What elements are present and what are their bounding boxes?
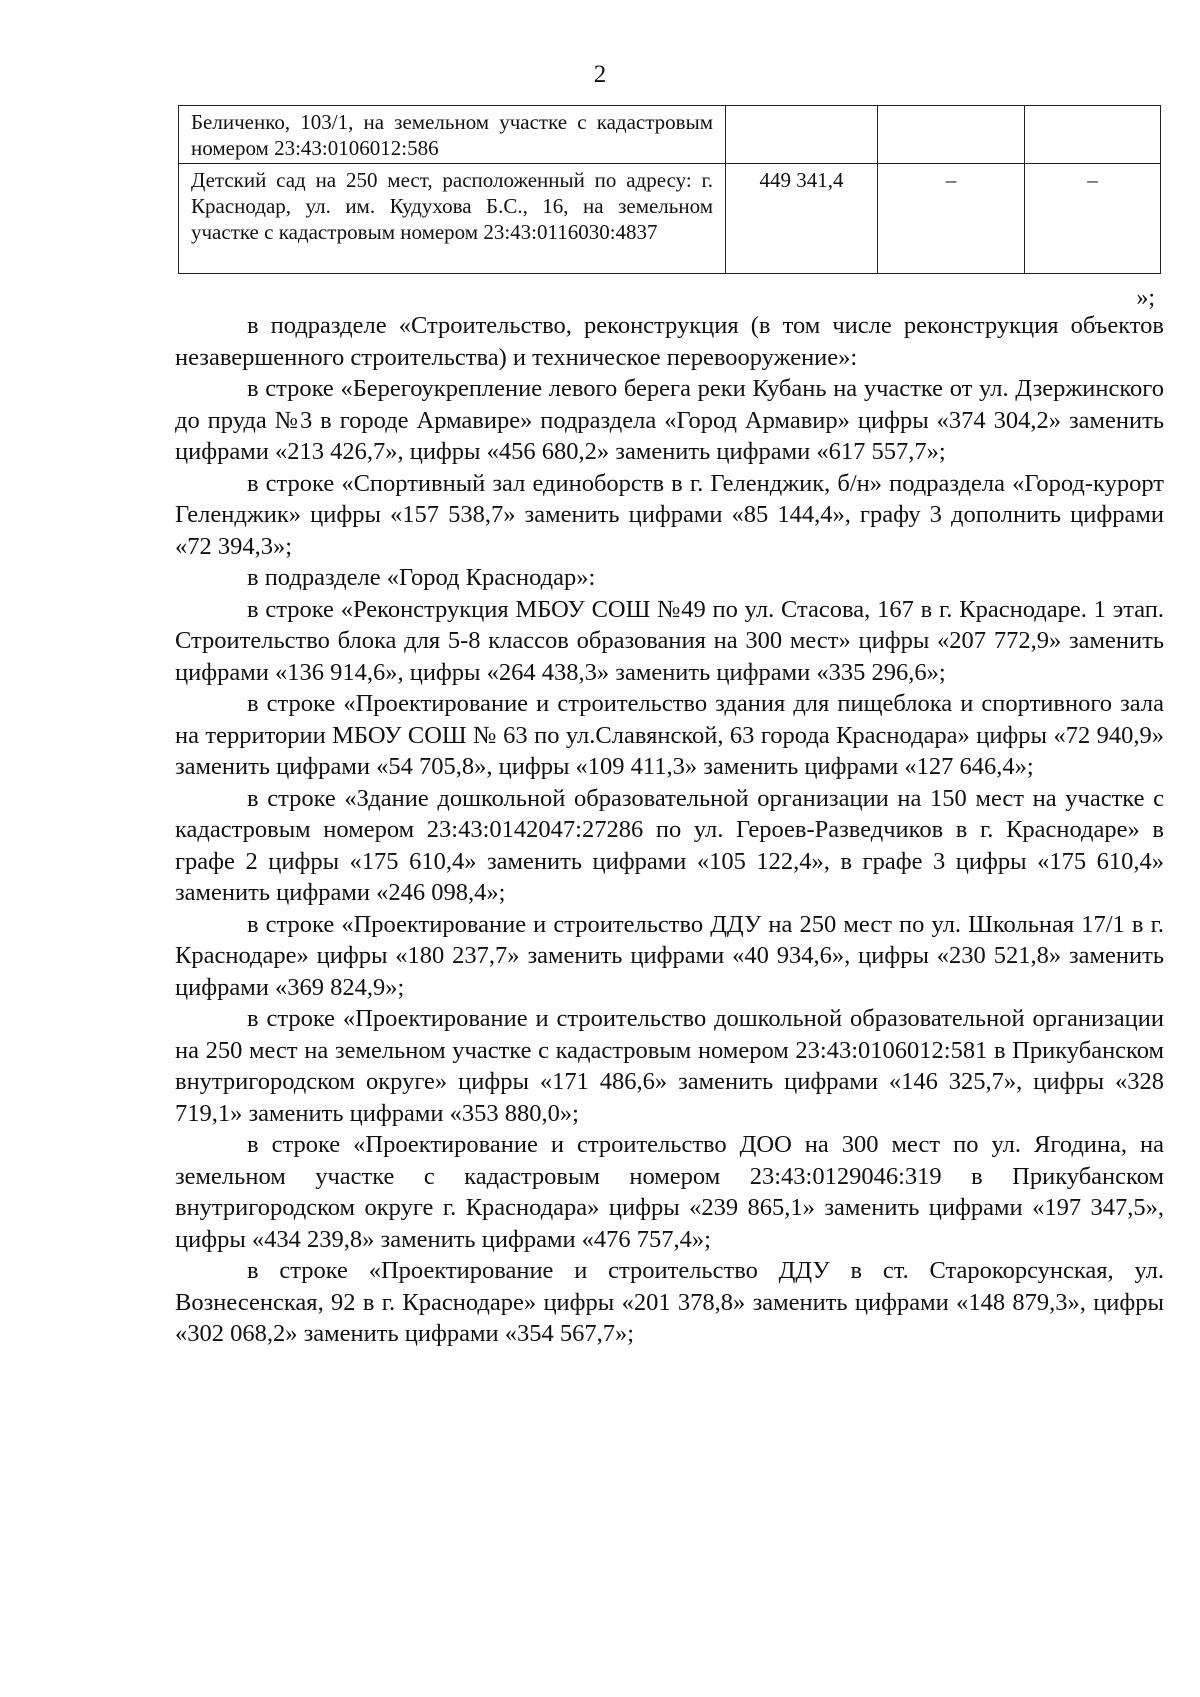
- continuation-table: [178, 105, 1161, 274]
- paragraph: в строке «Проектирование и строительство здания для пищеблока и спортивного зала на территории МБОУ СОШ № 63 по ул.Славянской, 63 города Краснодара» цифры «72 940,9» заменить цифрами «54 705,8», цифры «109 411,3» заменить цифрами «127 646,4»;: [175, 690, 1164, 780]
- table-cell-value: [726, 106, 878, 164]
- table-cell-value: 449 341,4: [726, 164, 878, 274]
- paragraph: в строке «Здание дошкольной образовательной организации на 150 мест на участке с кадастровым номером 23:43:0142047:27286 по ул. Героев-Разведчиков в г. Краснодаре» в графе 2 цифры «175 610,4» заменить цифрами «105 122,4», в графе 3 цифры «175 610,4» заменить цифрами «246 098,4»;: [175, 784, 1164, 906]
- paragraph: в строке «Проектирование и строительство ДДУ на 250 мест по ул. Школьная 17/1 в г. Краснодаре» цифры «180 237,7» заменить цифрами «40 934,6», цифры «230 521,8» заменить цифрами «369 824,9»;: [175, 910, 1164, 1001]
- table-cell-value: –: [878, 164, 1025, 274]
- paragraph: в строке «Берегоукрепление левого берега реки Кубань на участке от ул. Дзержинского до пруда №3 в городе Армавире» подраздела «Город Армавир» цифры «374 304,2» заменить цифрами «213 426,7», цифры «456 680,2» заменить цифрами «617 557,7»;: [175, 375, 1164, 465]
- paragraph: в подразделе «Строительство, реконструкция (в том числе реконструкция объектов незавершенного строительства) и техническое перевооружение»:: [175, 312, 1164, 371]
- body-text: [175, 310, 1164, 1350]
- paragraph: в строке «Проектирование и строительство ДДУ в ст. Старокорсунская, ул. Вознесенская, 92 в г. Краснодаре» цифры «201 378,8» заменить цифрами «148 879,3», цифры «302 068,2» заменить цифрами «354 567,7»;: [175, 1257, 1164, 1347]
- table-cell-value: [878, 106, 1025, 164]
- paragraph: в строке «Реконструкция МБОУ СОШ №49 по ул. Стасова, 167 в г. Краснодаре. 1 этап. Строительство блока для 5-8 классов образования на 300 мест» цифры «207 772,9» заменить цифрами «136 914,6», цифры «264 438,3» заменить цифрами «335 296,6»;: [175, 595, 1164, 686]
- table-cell-object: Беличенко, 103/1, на земельном участке с кадастровым номером 23:43:0106012:586: [179, 106, 726, 164]
- table-row: [179, 164, 1161, 274]
- table-cell-object: Детский сад на 250 мест, расположенный по адресу: г. Краснодар, ул. им. Кудухова Б.С., 16, на земельном участке с кадастровым номером 23:43:0116030:4837: [179, 164, 726, 274]
- paragraph: в подразделе «Город Краснодар»:: [247, 564, 596, 591]
- paragraph: в строке «Проектирование и строительство ДОО на 300 мест по ул. Ягодина, на земельном участке с кадастровым номером 23:43:0129046:319 в Прикубанском внутригородском округе г. Краснодара» цифры «239 865,1» заменить цифрами «197 347,5», цифры «434 239,8» заменить цифрами «476 757,4»;: [175, 1131, 1164, 1253]
- paragraph: в строке «Проектирование и строительство дошкольной образовательной организации на 250 мест на земельном участке с кадастровым номером 23:43:0106012:581 в Прикубанском внутригородском округе» цифры «171 486,6» заменить цифрами «146 325,7», цифры «328 719,1» заменить цифрами «353 880,0»;: [175, 1005, 1164, 1127]
- paragraph: в строке «Спортивный зал единоборств в г. Геленджик, б/н» подраздела «Город-курорт Геленджик» цифры «157 538,7» заменить цифрами «85 144,4», графу 3 дополнить цифрами «72 394,3»;: [175, 469, 1164, 560]
- table-cell-value: –: [1025, 164, 1161, 274]
- table-row: [179, 106, 1161, 164]
- page-number: 2: [593, 61, 607, 88]
- closing-quote: »;: [1136, 285, 1155, 311]
- table-cell-value: [1025, 106, 1161, 164]
